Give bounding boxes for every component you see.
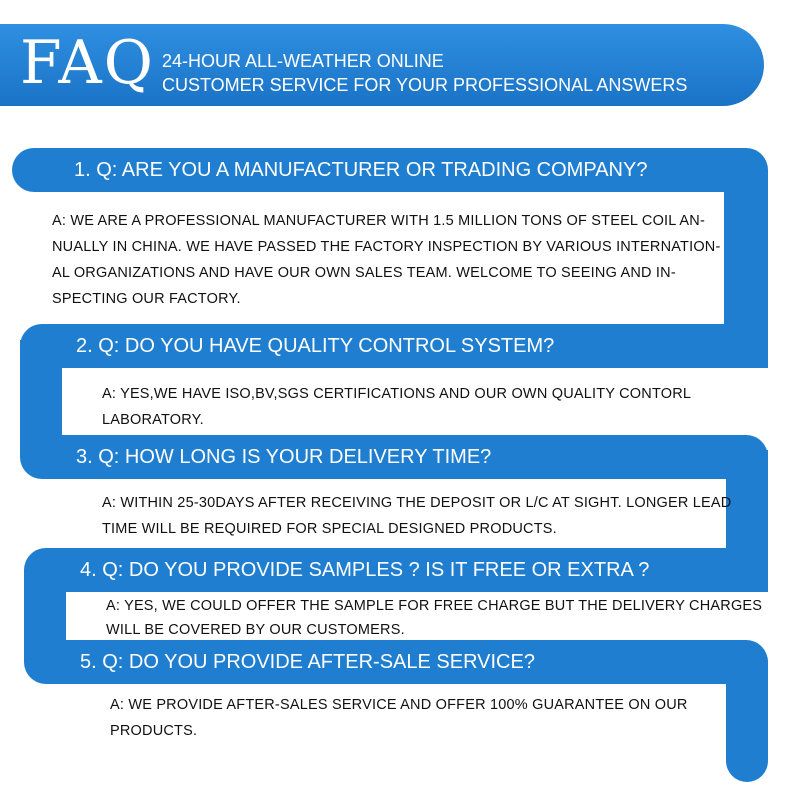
faq-1-answer-line: SPECTING OUR FACTORY. — [52, 291, 241, 307]
faq-5-answer-line: A: WE PROVIDE AFTER-SALES SERVICE AND OFFER 100% GUARANTEE ON OUR — [110, 697, 688, 713]
faq-5-answer-line: PRODUCTS. — [110, 723, 198, 739]
faq-1-answer — [52, 208, 721, 312]
faq-2-question: 2. Q: DO YOU HAVE QUALITY CONTROL SYSTEM? — [76, 335, 555, 357]
faq-2-answer-line: A: YES,WE HAVE ISO,BV,SGS CERTIFICATIONS AND OUR OWN QUALITY CONTORL — [102, 386, 692, 402]
faq-3-answer — [102, 490, 731, 542]
faq-5-answer — [110, 692, 688, 744]
faq-4-question: 4. Q: DO YOU PROVIDE SAMPLES ? IS IT FREE OR EXTRA ? — [80, 559, 650, 581]
faq-2-answer-line: LABORATORY. — [102, 412, 204, 428]
header-subtitle-line1: 24-HOUR ALL-WEATHER ONLINE — [162, 51, 444, 71]
faq-4-answer-line: A: YES, WE COULD OFFER THE SAMPLE FOR FREE CHARGE BUT THE DELIVERY CHARGES — [106, 598, 763, 614]
faq-5-connector — [726, 660, 768, 782]
faq-5-question: 5. Q: DO YOU PROVIDE AFTER-SALE SERVICE? — [80, 651, 535, 673]
faq-title: FAQ — [20, 28, 155, 98]
faq-3-answer-line: TIME WILL BE REQUIRED FOR SPECIAL DESIGNED PRODUCTS. — [102, 521, 557, 537]
faq-1-answer-line: NUALLY IN CHINA. WE HAVE PASSED THE FACTORY INSPECTION BY VARIOUS INTERNATION- — [52, 239, 721, 255]
faq-1-question: 1. Q: ARE YOU A MANUFACTURER OR TRADING COMPANY? — [74, 159, 648, 181]
faq-2-answer — [102, 381, 691, 433]
header-subtitle-line2: CUSTOMER SERVICE FOR YOUR PROFESSIONAL ANSWERS — [162, 75, 688, 95]
faq-3-question: 3. Q: HOW LONG IS YOUR DELIVERY TIME? — [76, 446, 492, 468]
faq-1-answer-line: A: WE ARE A PROFESSIONAL MANUFACTURER WITH 1.5 MILLION TONS OF STEEL COIL AN- — [52, 213, 705, 229]
faq-4-answer — [106, 594, 762, 642]
faq-3-answer-line: A: WITHIN 25-30DAYS AFTER RECEIVING THE DEPOSIT OR L/C AT SIGHT. LONGER LEAD — [102, 495, 732, 511]
faq-1-answer-line: AL ORGANIZATIONS AND HAVE OUR OWN SALES TEAM. WELCOME TO SEEING AND IN- — [52, 265, 676, 281]
faq-4-answer-line: WILL BE COVERED BY OUR CUSTOMERS. — [106, 622, 405, 638]
